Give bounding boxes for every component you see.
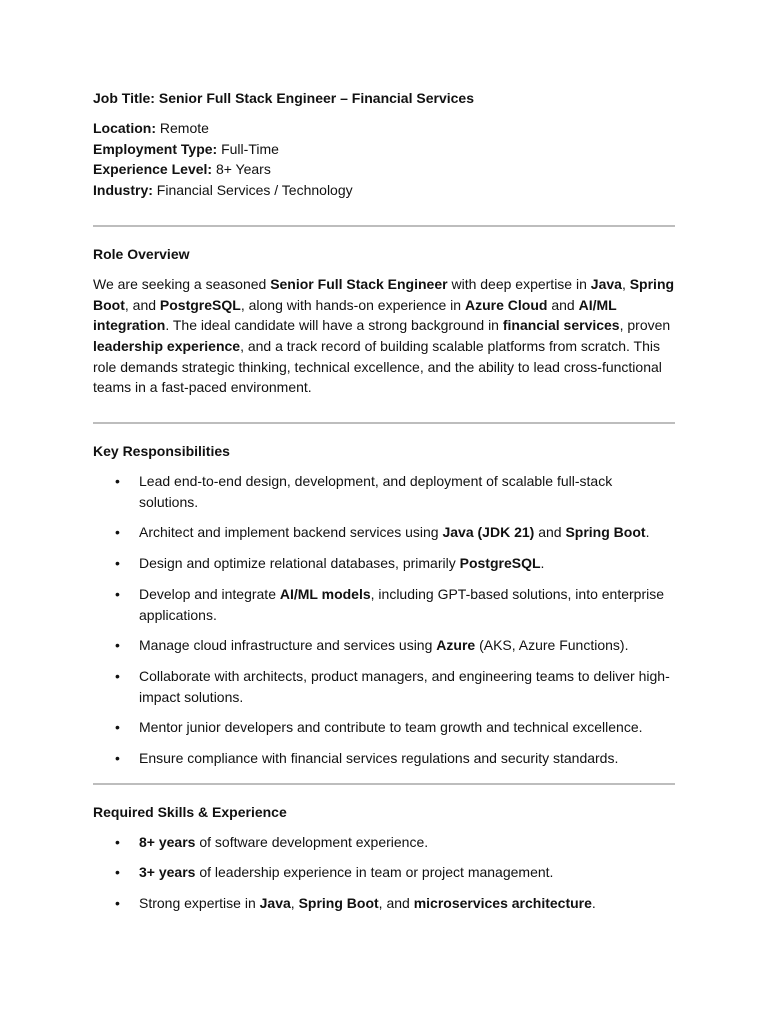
text-run: , <box>290 895 299 912</box>
bold-text-run: AI/ML integration <box>93 296 617 334</box>
job-title: Job Title: Senior Full Stack Engineer – Financial Services <box>93 90 474 106</box>
meta-industry <box>93 180 675 201</box>
text-run: Architect and implement backend services using <box>139 524 443 541</box>
meta-location <box>93 118 675 139</box>
list-item <box>93 862 675 883</box>
list-item <box>93 553 675 574</box>
section-divider <box>93 225 675 227</box>
text-run: Mentor junior developers and contribute to team growth and technical excellence. <box>139 719 643 736</box>
text-run: . <box>540 555 545 572</box>
section-heading-key-responsibilities: Key Responsibilities <box>93 443 230 460</box>
meta-value: Financial Services / Technology <box>152 182 353 199</box>
text-run: , including GPT-based solutions, into enterprise applications. <box>139 585 665 623</box>
list-item <box>93 832 675 853</box>
bold-text-run: PostgreSQL <box>459 555 541 572</box>
meta-label: Industry: <box>93 182 153 199</box>
list-item <box>93 717 675 738</box>
list-item <box>93 522 675 543</box>
list-item <box>93 584 675 625</box>
text-run: Collaborate with architects, product managers, and engineering teams to deliver high-impact solutions. <box>139 667 670 705</box>
bold-text-run: 8+ years <box>139 833 196 850</box>
bold-text-run: Azure Cloud <box>464 296 548 313</box>
text-run: , and <box>378 895 414 912</box>
section-divider <box>93 422 675 424</box>
list-item <box>93 748 675 769</box>
bold-text-run: microservices architecture <box>413 895 592 912</box>
bold-text-run: financial services <box>502 317 620 334</box>
bold-text-run: AI/ML models <box>279 585 371 602</box>
meta-value: Remote <box>156 120 209 136</box>
bullet-icon: • <box>115 473 120 490</box>
text-run: of software development experience. <box>195 833 429 850</box>
skills-list <box>93 832 675 914</box>
bullet-icon: • <box>115 833 120 850</box>
text-run: of leadership experience in team or project management. <box>195 864 554 881</box>
bullet-icon: • <box>115 585 120 602</box>
text-run: Develop and integrate <box>139 585 280 602</box>
bullet-icon: • <box>115 864 120 881</box>
text-run: , and <box>124 296 160 313</box>
bullet-icon: • <box>115 524 120 541</box>
text-run: Design and optimize relational databases, primarily <box>139 555 460 572</box>
bold-text-run: Azure <box>436 637 476 654</box>
section-heading-role-overview: Role Overview <box>93 245 190 262</box>
meta-value: Full-Time <box>217 140 279 157</box>
bold-text-run: Java (JDK 21) <box>442 524 535 541</box>
bold-text-run: Spring Boot <box>565 524 646 541</box>
bold-text-run: Spring Boot <box>298 895 379 912</box>
bullet-icon: • <box>115 637 120 654</box>
text-run: , proven <box>619 317 671 334</box>
text-run: Ensure compliance with financial services regulations and security standards. <box>139 750 619 767</box>
responsibilities-list <box>93 471 675 769</box>
meta-employment-type <box>93 139 675 160</box>
job-meta <box>93 118 675 201</box>
meta-value: 8+ Years <box>212 161 271 178</box>
list-item <box>93 471 675 512</box>
meta-label: Location: <box>93 120 156 136</box>
text-run: . <box>645 524 650 541</box>
text-run: and <box>547 296 579 313</box>
list-item <box>93 635 675 656</box>
bold-text-run: Java <box>259 895 291 912</box>
bold-text-run: leadership experience <box>93 337 241 354</box>
list-item <box>93 893 675 914</box>
text-run: , and a track record of building scalable platforms from scratch. This role demands strategic thinking, technical excellence, and the ability to lead cross-functional teams in a fast-paced environment. <box>93 337 662 396</box>
section-heading-required-skills: Required Skills & Experience <box>93 803 287 820</box>
bold-text-run: PostgreSQL <box>159 296 241 313</box>
bullet-icon: • <box>115 719 120 736</box>
text-run: , <box>621 275 630 292</box>
role-overview-paragraph <box>93 274 675 398</box>
bold-text-run: Senior Full Stack Engineer <box>270 275 448 292</box>
meta-experience-level <box>93 159 675 180</box>
bullet-icon: • <box>115 895 120 912</box>
text-run: . <box>591 895 596 912</box>
bullet-icon: • <box>115 667 120 684</box>
meta-label: Experience Level: <box>93 161 213 178</box>
text-run: with deep expertise in <box>447 275 591 292</box>
bold-text-run: 3+ years <box>139 864 196 881</box>
text-run: Lead end-to-end design, development, and deployment of scalable full-stack solutions. <box>139 473 613 510</box>
section-divider <box>93 783 675 785</box>
list-item <box>93 666 675 707</box>
text-run: (AKS, Azure Functions). <box>475 637 629 654</box>
bold-text-run: Spring Boot <box>93 275 675 313</box>
text-run: and <box>534 524 566 541</box>
meta-label: Employment Type: <box>93 140 218 157</box>
bullet-icon: • <box>115 750 120 767</box>
text-run: . The ideal candidate will have a strong background in <box>165 317 503 334</box>
bullet-icon: • <box>115 555 120 572</box>
bold-text-run: Java <box>590 275 622 292</box>
text-run: We are seeking a seasoned <box>93 275 271 292</box>
text-run: , along with hands-on experience in <box>240 296 465 313</box>
text-run: Manage cloud infrastructure and services using <box>139 637 437 654</box>
text-run: Strong expertise in <box>139 895 260 912</box>
